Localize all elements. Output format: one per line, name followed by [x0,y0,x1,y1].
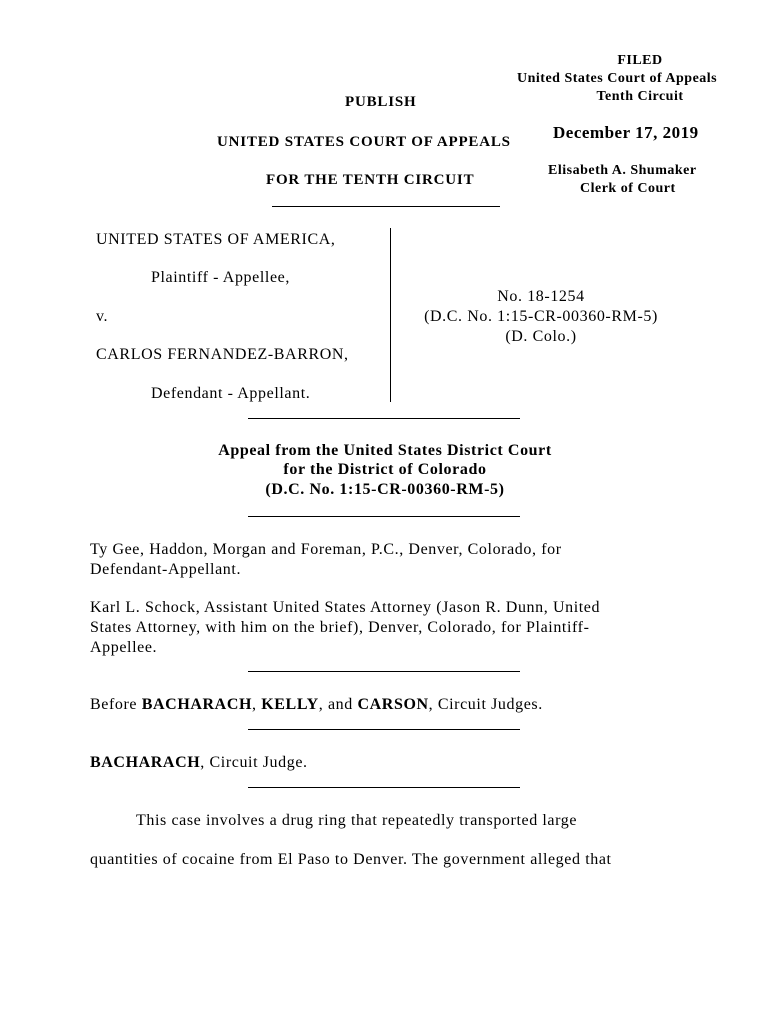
gov-counsel-line-2: States Attorney, with him on the brief), Denver, Colorado, for Plaintiff- [90,619,590,636]
gov-counsel-line-1: Karl L. Schock, Assistant United States Attorney (Jason R. Dunn, United [90,599,601,616]
versus: v. [96,308,109,325]
district: (D. Colo.) [505,328,577,345]
stamp-filed: FILED [617,53,663,68]
defense-counsel-line-2: Defendant-Appellant. [90,561,242,578]
appeal-line-3: (D.C. No. 1:15-CR-00360-RM-5) [265,481,505,498]
panel-line [90,695,543,715]
author-line [90,753,308,773]
appeal-line-2: for the District of Colorado [283,461,487,478]
counsel-rule [248,671,520,672]
panel-sep-2: , and [318,696,358,713]
gov-counsel-line-3: Appellee. [90,639,158,656]
panel-before: Before [90,696,142,713]
plaintiff-role: Plaintiff - Appellee, [151,269,290,286]
author-suffix: , Circuit Judge. [200,754,308,771]
stamp-clerk-title: Clerk of Court [580,181,676,196]
appeal-line-1: Appeal from the United States District Court [218,442,552,459]
defense-counsel-line-1: Ty Gee, Haddon, Morgan and Foreman, P.C., Denver, Colorado, for [90,541,562,558]
defendant-role: Defendant - Appellant. [151,385,311,402]
caption-divider [390,228,391,402]
judge-carson: CARSON [357,696,429,713]
case-number: No. 18-1254 [497,288,585,305]
circuit-title: FOR THE TENTH CIRCUIT [266,172,475,188]
defendant-name: CARLOS FERNANDEZ-BARRON, [96,346,349,363]
panel-rule [248,729,520,730]
opinion-line-2: quantities of cocaine from El Paso to Denver. The government alleged that [90,851,612,868]
stamp-court: United States Court of Appeals [517,71,718,86]
appeal-rule [248,516,520,517]
heading-rule [272,206,500,207]
stamp-date: December 17, 2019 [553,123,699,142]
court-title: UNITED STATES COURT OF APPEALS [217,134,511,150]
dc-number: (D.C. No. 1:15-CR-00360-RM-5) [424,308,658,325]
judge-bacharach: BACHARACH [141,696,253,713]
author-name: BACHARACH [90,754,201,771]
stamp-circuit: Tenth Circuit [596,89,684,104]
opinion-line-1: This case involves a drug ring that repeatedly transported large [136,812,578,829]
panel-suffix: , Circuit Judges. [428,696,543,713]
stamp-clerk-name: Elisabeth A. Shumaker [548,163,697,178]
judge-kelly: KELLY [261,696,319,713]
author-rule [248,787,520,788]
plaintiff-name: UNITED STATES OF AMERICA, [96,231,336,248]
panel-sep-1: , [252,696,262,713]
publish-label: PUBLISH [345,94,417,110]
caption-rule [248,418,520,419]
